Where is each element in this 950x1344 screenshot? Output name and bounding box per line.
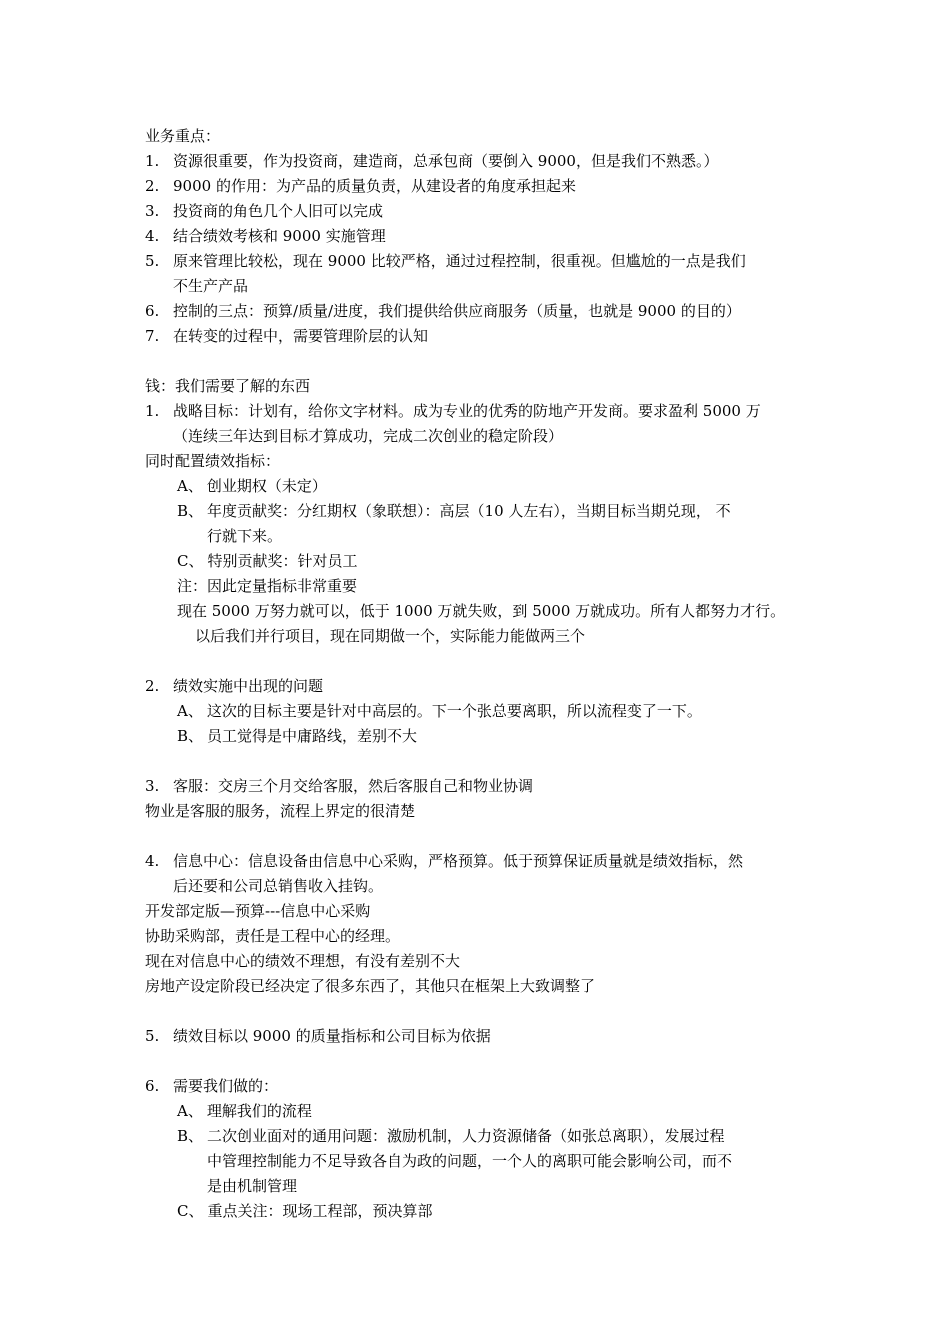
spacer bbox=[145, 1049, 813, 1074]
list-text: 在转变的过程中，需要管理阶层的认知 bbox=[173, 327, 429, 345]
sub-label: A、 bbox=[177, 477, 203, 495]
note: 注：因此定量指标非常重要 bbox=[177, 577, 358, 595]
list-text: 客服：交房三个月交给客服，然后客服自己和物业协调 bbox=[173, 777, 534, 795]
list-text: 战略目标：计划有，给你文字材料。成为专业的优秀的防地产开发商。要求盈利 5000 万 bbox=[173, 402, 761, 420]
list-item-continuation bbox=[145, 424, 813, 449]
list-text: 信息中心：信息设备由信息中心采购，严格预算。低于预算保证质量就是绩效指标，然 bbox=[173, 852, 744, 870]
spacer bbox=[145, 649, 813, 674]
paragraph: 房地产设定阶段已经决定了很多东西了，其他只在框架上大致调整了 bbox=[145, 977, 596, 995]
sub-label: C、 bbox=[177, 1202, 204, 1220]
list-number: 4. bbox=[145, 852, 160, 870]
list-item bbox=[145, 249, 813, 274]
list-item bbox=[145, 174, 813, 199]
list-number: 2. bbox=[145, 177, 160, 195]
list-number: 3. bbox=[145, 777, 160, 795]
spacer bbox=[145, 824, 813, 849]
sub-item-continuation bbox=[145, 524, 813, 549]
list-text: 绩效实施中出现的问题 bbox=[173, 677, 324, 695]
spacer bbox=[145, 749, 813, 774]
sub-text: 员工觉得是中庸路线，差别不大 bbox=[207, 727, 418, 745]
sub-text: 是由机制管理 bbox=[207, 1177, 298, 1195]
sub-text: 年度贡献奖：分红期权（象联想）：高层（10 人左右），当期目标当期兑现， 不 bbox=[207, 502, 731, 520]
list-text: 9000 的作用：为产品的质量负责，从建设者的角度承担起来 bbox=[173, 177, 576, 195]
list-text: 不生产产品 bbox=[173, 277, 249, 295]
list-item bbox=[145, 199, 813, 224]
sub-text: 创业期权（未定） bbox=[206, 477, 327, 495]
sub-label: B、 bbox=[177, 502, 204, 520]
list-text: （连续三年达到目标才算成功，完成二次创业的稳定阶段） bbox=[173, 427, 564, 445]
sub-text: 二次创业面对的通用问题：激励机制，人力资源储备（如张总离职），发展过程 bbox=[207, 1127, 725, 1145]
list-number: 1. bbox=[145, 402, 160, 420]
sub-item bbox=[145, 474, 813, 499]
list-text: 投资商的角色几个人旧可以完成 bbox=[173, 202, 384, 220]
sub-text: 特别贡献奖：针对员工 bbox=[207, 552, 358, 570]
paragraph: 现在 5000 万努力就可以，低于 1000 万就失败，到 5000 万就成功。所有人都努力才行。 bbox=[177, 602, 786, 620]
list-number: 2. bbox=[145, 677, 160, 695]
list-text: 控制的三点：预算/质量/进度，我们提供给供应商服务（质量，也就是 9000 的目的） bbox=[173, 302, 741, 320]
list-text: 绩效目标以 9000 的质量指标和公司目标为依据 bbox=[173, 1027, 491, 1045]
paragraph: 同时配置绩效指标： bbox=[145, 452, 281, 470]
list-item bbox=[145, 324, 813, 349]
spacer bbox=[145, 349, 813, 374]
sub-text: 理解我们的流程 bbox=[206, 1102, 312, 1120]
sub-item bbox=[145, 1099, 813, 1124]
sub-text: 重点关注：现场工程部，预决算部 bbox=[207, 1202, 433, 1220]
sub-text: 这次的目标主要是针对中高层的。下一个张总要离职，所以流程变了一下。 bbox=[206, 702, 702, 720]
section-heading: 业务重点： bbox=[145, 127, 221, 145]
list-number: 1. bbox=[145, 152, 160, 170]
list-number: 4. bbox=[145, 227, 160, 245]
sub-item-continuation bbox=[145, 1149, 813, 1174]
sub-item-continuation bbox=[145, 1174, 813, 1199]
sub-text: 中管理控制能力不足导致各自为政的问题，一个人的离职可能会影响公司，而不 bbox=[207, 1152, 733, 1170]
paragraph: 现在对信息中心的绩效不理想，有没有差别不大 bbox=[145, 952, 461, 970]
paragraph: 开发部定版—预算---信息中心采购 bbox=[145, 902, 371, 920]
paragraph: 物业是客服的服务，流程上界定的很清楚 bbox=[145, 802, 416, 820]
document-page bbox=[145, 124, 813, 1224]
sub-item bbox=[145, 724, 813, 749]
section-heading: 钱：我们需要了解的东西 bbox=[145, 377, 311, 395]
paragraph: 协助采购部，责任是工程中心的经理。 bbox=[145, 927, 401, 945]
paragraph-continuation: 以后我们并行项目，现在同期做一个，实际能力能做两三个 bbox=[195, 627, 586, 645]
list-item bbox=[145, 399, 813, 424]
list-number: 6. bbox=[145, 1077, 160, 1095]
sub-item bbox=[145, 699, 813, 724]
sub-label: B、 bbox=[177, 1127, 204, 1145]
sub-label: B、 bbox=[177, 727, 204, 745]
list-item bbox=[145, 149, 813, 174]
sub-label: A、 bbox=[177, 1102, 203, 1120]
list-item bbox=[145, 849, 813, 874]
list-number: 5. bbox=[145, 252, 160, 270]
list-text: 结合绩效考核和 9000 实施管理 bbox=[173, 227, 386, 245]
list-text: 需要我们做的： bbox=[173, 1077, 279, 1095]
sub-item bbox=[145, 1199, 813, 1224]
list-text: 原来管理比较松，现在 9000 比较严格，通过过程控制，很重视。但尴尬的一点是我们 bbox=[173, 252, 746, 270]
list-item bbox=[145, 224, 813, 249]
list-number: 5. bbox=[145, 1027, 160, 1045]
list-item bbox=[145, 1074, 813, 1099]
sub-item bbox=[145, 499, 813, 524]
list-item bbox=[145, 674, 813, 699]
sub-label: C、 bbox=[177, 552, 204, 570]
list-text: 后还要和公司总销售收入挂钩。 bbox=[173, 877, 384, 895]
list-number: 3. bbox=[145, 202, 160, 220]
list-item-continuation bbox=[145, 274, 813, 299]
list-item bbox=[145, 299, 813, 324]
list-item bbox=[145, 774, 813, 799]
sub-label: A、 bbox=[177, 702, 203, 720]
list-item-continuation bbox=[145, 874, 813, 899]
list-number: 6. bbox=[145, 302, 160, 320]
list-item bbox=[145, 1024, 813, 1049]
spacer bbox=[145, 999, 813, 1024]
sub-text: 行就下来。 bbox=[207, 527, 283, 545]
sub-item bbox=[145, 1124, 813, 1149]
list-number: 7. bbox=[145, 327, 160, 345]
list-text: 资源很重要，作为投资商，建造商，总承包商（要倒入 9000，但是我们不熟悉。） bbox=[173, 152, 719, 170]
sub-item bbox=[145, 549, 813, 574]
